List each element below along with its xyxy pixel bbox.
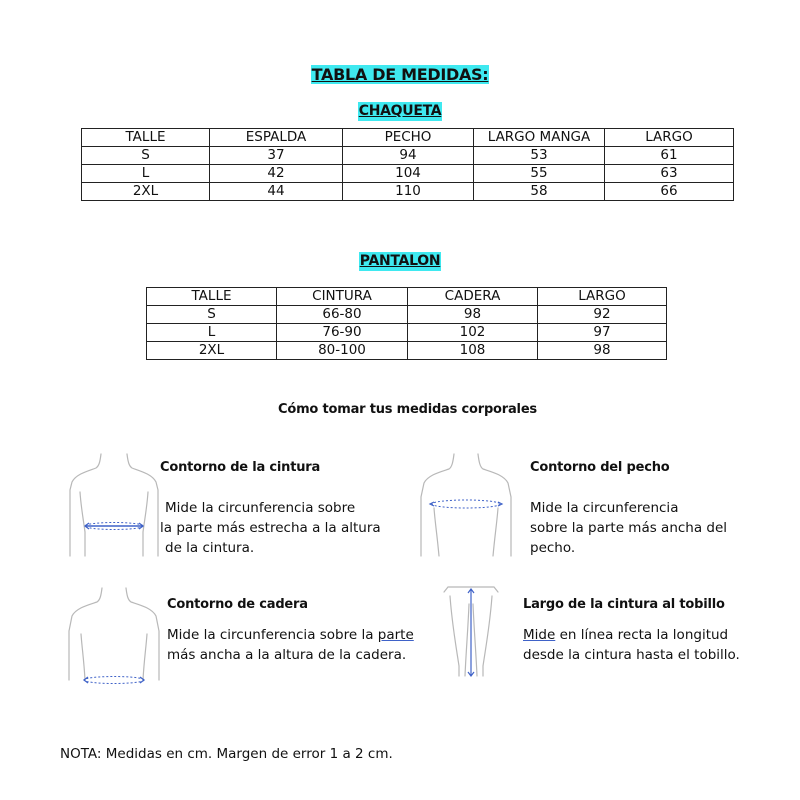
table-cell: 108 (408, 342, 538, 360)
pants-section-title: PANTALON (359, 253, 441, 269)
chest-title: Contorno del pecho (530, 460, 670, 475)
leg-length-description-line1: en línea recta la longitud (555, 627, 729, 643)
header-cell: LARGO (538, 288, 667, 306)
leg-length-description (523, 625, 740, 665)
table-cell: 61 (605, 147, 734, 165)
table-cell: 63 (605, 165, 734, 183)
hip-title: Contorno de cadera (167, 597, 308, 612)
table-cell: 58 (474, 183, 605, 201)
hip-description-line2: más ancha a la altura de la cadera. (167, 647, 407, 663)
table-cell: 66 (605, 183, 734, 201)
table-row (147, 306, 667, 324)
header-cell: CINTURA (277, 288, 408, 306)
chest-measure-icon (418, 452, 514, 558)
table-cell: S (147, 306, 277, 324)
note-text: NOTA: Medidas en cm. Margen de error 1 a 2 cm. (60, 746, 393, 762)
table-row (82, 165, 734, 183)
hip-description-line1: Mide la circunferencia sobre la (167, 627, 378, 643)
table-cell: 98 (408, 306, 538, 324)
table-cell: 94 (343, 147, 474, 165)
jacket-section-title: CHAQUETA (358, 103, 442, 119)
table-row (147, 324, 667, 342)
header-cell: LARGO (605, 129, 734, 147)
table-cell: 44 (210, 183, 343, 201)
table-cell: 76-90 (277, 324, 408, 342)
table-cell: 92 (538, 306, 667, 324)
table-header-row (147, 288, 667, 306)
table-cell: 37 (210, 147, 343, 165)
header-cell: CADERA (408, 288, 538, 306)
hip-measure-icon (66, 586, 162, 692)
table-cell: 2XL (82, 183, 210, 201)
table-row (82, 183, 734, 201)
header-cell: PECHO (343, 129, 474, 147)
leg-length-description-line2: desde la cintura hasta el tobillo. (523, 647, 740, 663)
leg-length-measure-icon (438, 584, 504, 684)
table-row (82, 147, 734, 165)
table-cell: 110 (343, 183, 474, 201)
jacket-size-table (81, 128, 734, 201)
hip-description-link: parte (377, 627, 414, 643)
waist-measure-icon (66, 452, 162, 558)
table-cell: S (82, 147, 210, 165)
table-cell: 2XL (147, 342, 277, 360)
header-cell: TALLE (82, 129, 210, 147)
waist-description: Mide la circunferencia sobre la parte más estrecha a la altura de la cintura. (160, 500, 381, 556)
table-cell: 53 (474, 147, 605, 165)
table-cell: L (82, 165, 210, 183)
table-cell: 55 (474, 165, 605, 183)
table-cell: L (147, 324, 277, 342)
how-to-measure-title: Cómo tomar tus medidas corporales (278, 402, 537, 417)
table-cell: 98 (538, 342, 667, 360)
leg-length-title: Largo de la cintura al tobillo (523, 597, 725, 612)
chest-description: Mide la circunferencia sobre la parte más ancha del pecho. (530, 500, 728, 556)
table-cell: 102 (408, 324, 538, 342)
pants-size-table (146, 287, 667, 360)
hip-description (167, 625, 414, 665)
table-row (147, 342, 667, 360)
table-cell: 42 (210, 165, 343, 183)
header-cell: TALLE (147, 288, 277, 306)
table-header-row (82, 129, 734, 147)
leg-length-description-link: Mide (523, 627, 556, 643)
waist-title: Contorno de la cintura (160, 460, 321, 475)
table-cell: 66-80 (277, 306, 408, 324)
table-cell: 80-100 (277, 342, 408, 360)
header-cell: LARGO MANGA (474, 129, 605, 147)
header-cell: ESPALDA (210, 129, 343, 147)
table-cell: 104 (343, 165, 474, 183)
page-title: TABLA DE MEDIDAS: (311, 65, 489, 84)
table-cell: 97 (538, 324, 667, 342)
